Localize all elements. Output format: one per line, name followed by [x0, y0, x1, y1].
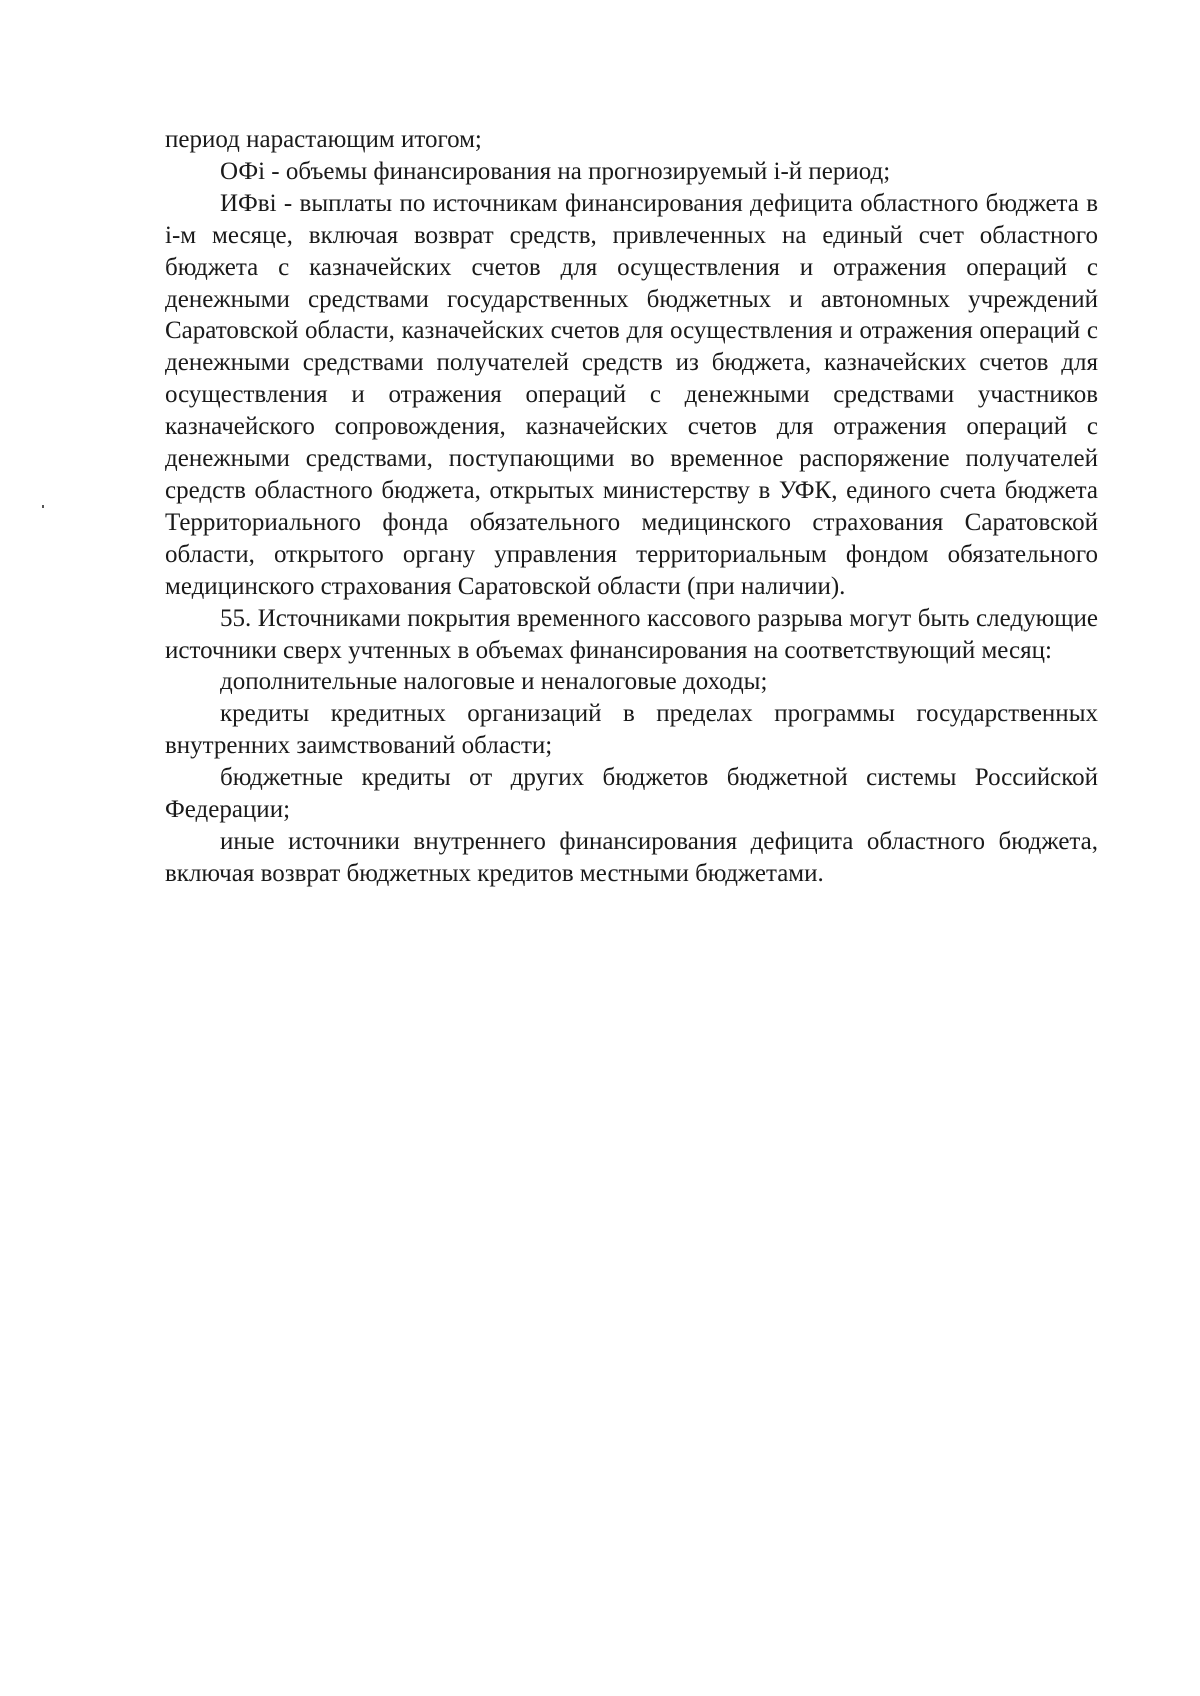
paragraph-continuation: период нарастающим итогом; — [165, 126, 482, 153]
paragraph-ofi-definition: ОФi - объемы финансирования на прогнозируемый i-й период; — [220, 157, 891, 185]
paragraph-55: 55. Источниками покрытия временного кассового разрыва могут быть следующие источники сверх учтенных в объемах финансирования на соответствующий месяц: — [165, 604, 1098, 664]
document-body — [165, 124, 1098, 890]
scan-speck — [42, 505, 44, 508]
list-item-budget-credits: бюджетные кредиты от других бюджетов бюджетной системы Российской Федерации; — [165, 764, 1098, 824]
list-item-credit-organizations: кредиты кредитных организаций в пределах программы государственных внутренних заимствований области; — [165, 700, 1098, 760]
paragraph-ifvi-definition: ИФвi - выплаты по источникам финансирования дефицита областного бюджета в i-м месяце, включая возврат средств, привлеченных на единый счет областного бюджета с казначейских счетов для осуществления и отражения операций с денежными средствами государственных бюджетных и автономных учреждений Саратовской области, казначейских счетов для осуществления и отражения операций с денежными средствами получателей средств из бюджета, казначейских счетов для осуществления и отражения операций с денежными средствами участников казначейского сопровождения, казначейских счетов для отражения операций с денежными средствами, поступающими во временное распоряжение получателей средств областного бюджета, открытых министерству в УФК, единого счета бюджета Территориального фонда обязательного медицинского страхования Саратовской области, открытого органу управления территориальным фондом обязательного медицинского страхования Саратовской области (при наличии). — [165, 189, 1098, 600]
list-item-other-sources: иные источники внутреннего финансирования дефицита областного бюджета, включая возврат бюджетных кредитов местными бюджетами. — [165, 827, 1098, 887]
list-item-additional-revenues: дополнительные налоговые и неналоговые доходы; — [220, 668, 768, 696]
